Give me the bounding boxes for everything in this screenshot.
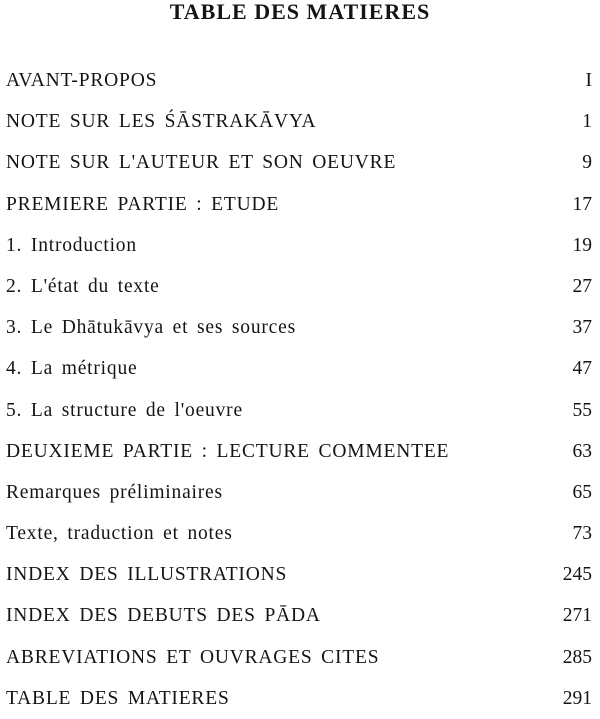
toc-entry-title: AVANT-PROPOS [6, 70, 158, 91]
toc-entry-title: PREMIERE PARTIE : ETUDE [6, 193, 280, 215]
toc-entry [0, 60, 600, 101]
toc-entry [0, 348, 600, 389]
toc-entry [0, 390, 600, 431]
page-title: TABLE DES MATIERES [169, 0, 431, 24]
toc-entry-title: DEUXIEME PARTIE : LECTURE COMMENTEE [6, 440, 450, 462]
toc-entry-page: 37 [572, 317, 592, 339]
toc-entry-page: 19 [572, 234, 592, 256]
toc-entry-page: 291 [562, 687, 592, 709]
toc-entry [0, 142, 600, 183]
toc-list [0, 60, 600, 719]
toc-entry-page: 285 [562, 646, 592, 668]
toc-entry-title: 5. La structure de l'oeuvre [6, 399, 243, 421]
toc-entry-page: 27 [572, 275, 592, 297]
toc-entry-page: 9 [582, 152, 592, 174]
toc-entry-title: Remarques préliminaires [6, 481, 223, 503]
toc-entry-page: 47 [572, 358, 592, 380]
toc-entry [0, 472, 600, 513]
toc-entry-title: 3. Le Dhātukāvya et ses sources [6, 317, 296, 339]
toc-entry [0, 678, 600, 719]
toc-entry-page: 63 [572, 440, 592, 462]
toc-entry [0, 595, 600, 636]
toc-entry-title: Texte, traduction et notes [6, 523, 233, 545]
toc-entry-page: I [585, 70, 592, 91]
toc-entry-page: 73 [572, 523, 592, 545]
toc-entry [0, 307, 600, 348]
toc-entry-title: INDEX DES DEBUTS DES PĀDA [6, 605, 321, 627]
toc-entry-title: 1. Introduction [6, 234, 137, 256]
toc-entry-page: 65 [572, 481, 592, 503]
toc-entry-title: 4. La métrique [6, 358, 138, 380]
toc-entry-title: NOTE SUR LES ŚĀSTRAKĀVYA [6, 111, 317, 133]
toc-entry-page: 17 [572, 193, 592, 215]
toc-entry [0, 637, 600, 678]
toc-entry [0, 513, 600, 554]
toc-entry [0, 431, 600, 472]
toc-entry-page: 55 [572, 399, 592, 421]
toc-entry-title: NOTE SUR L'AUTEUR ET SON OEUVRE [6, 152, 397, 174]
toc-entry-title: TABLE DES MATIERES [6, 687, 230, 709]
toc-entry [0, 554, 600, 595]
toc-entry-title: ABREVIATIONS ET OUVRAGES CITES [6, 646, 380, 668]
toc-entry [0, 184, 600, 225]
toc-entry-title: 2. L'état du texte [6, 275, 160, 297]
toc-entry-page: 271 [562, 605, 592, 627]
toc-entry-page: 245 [562, 564, 592, 586]
toc-entry-page: 1 [582, 111, 592, 133]
toc-entry [0, 101, 600, 142]
toc-entry [0, 225, 600, 266]
toc-entry [0, 266, 600, 307]
toc-entry-title: INDEX DES ILLUSTRATIONS [6, 564, 288, 586]
